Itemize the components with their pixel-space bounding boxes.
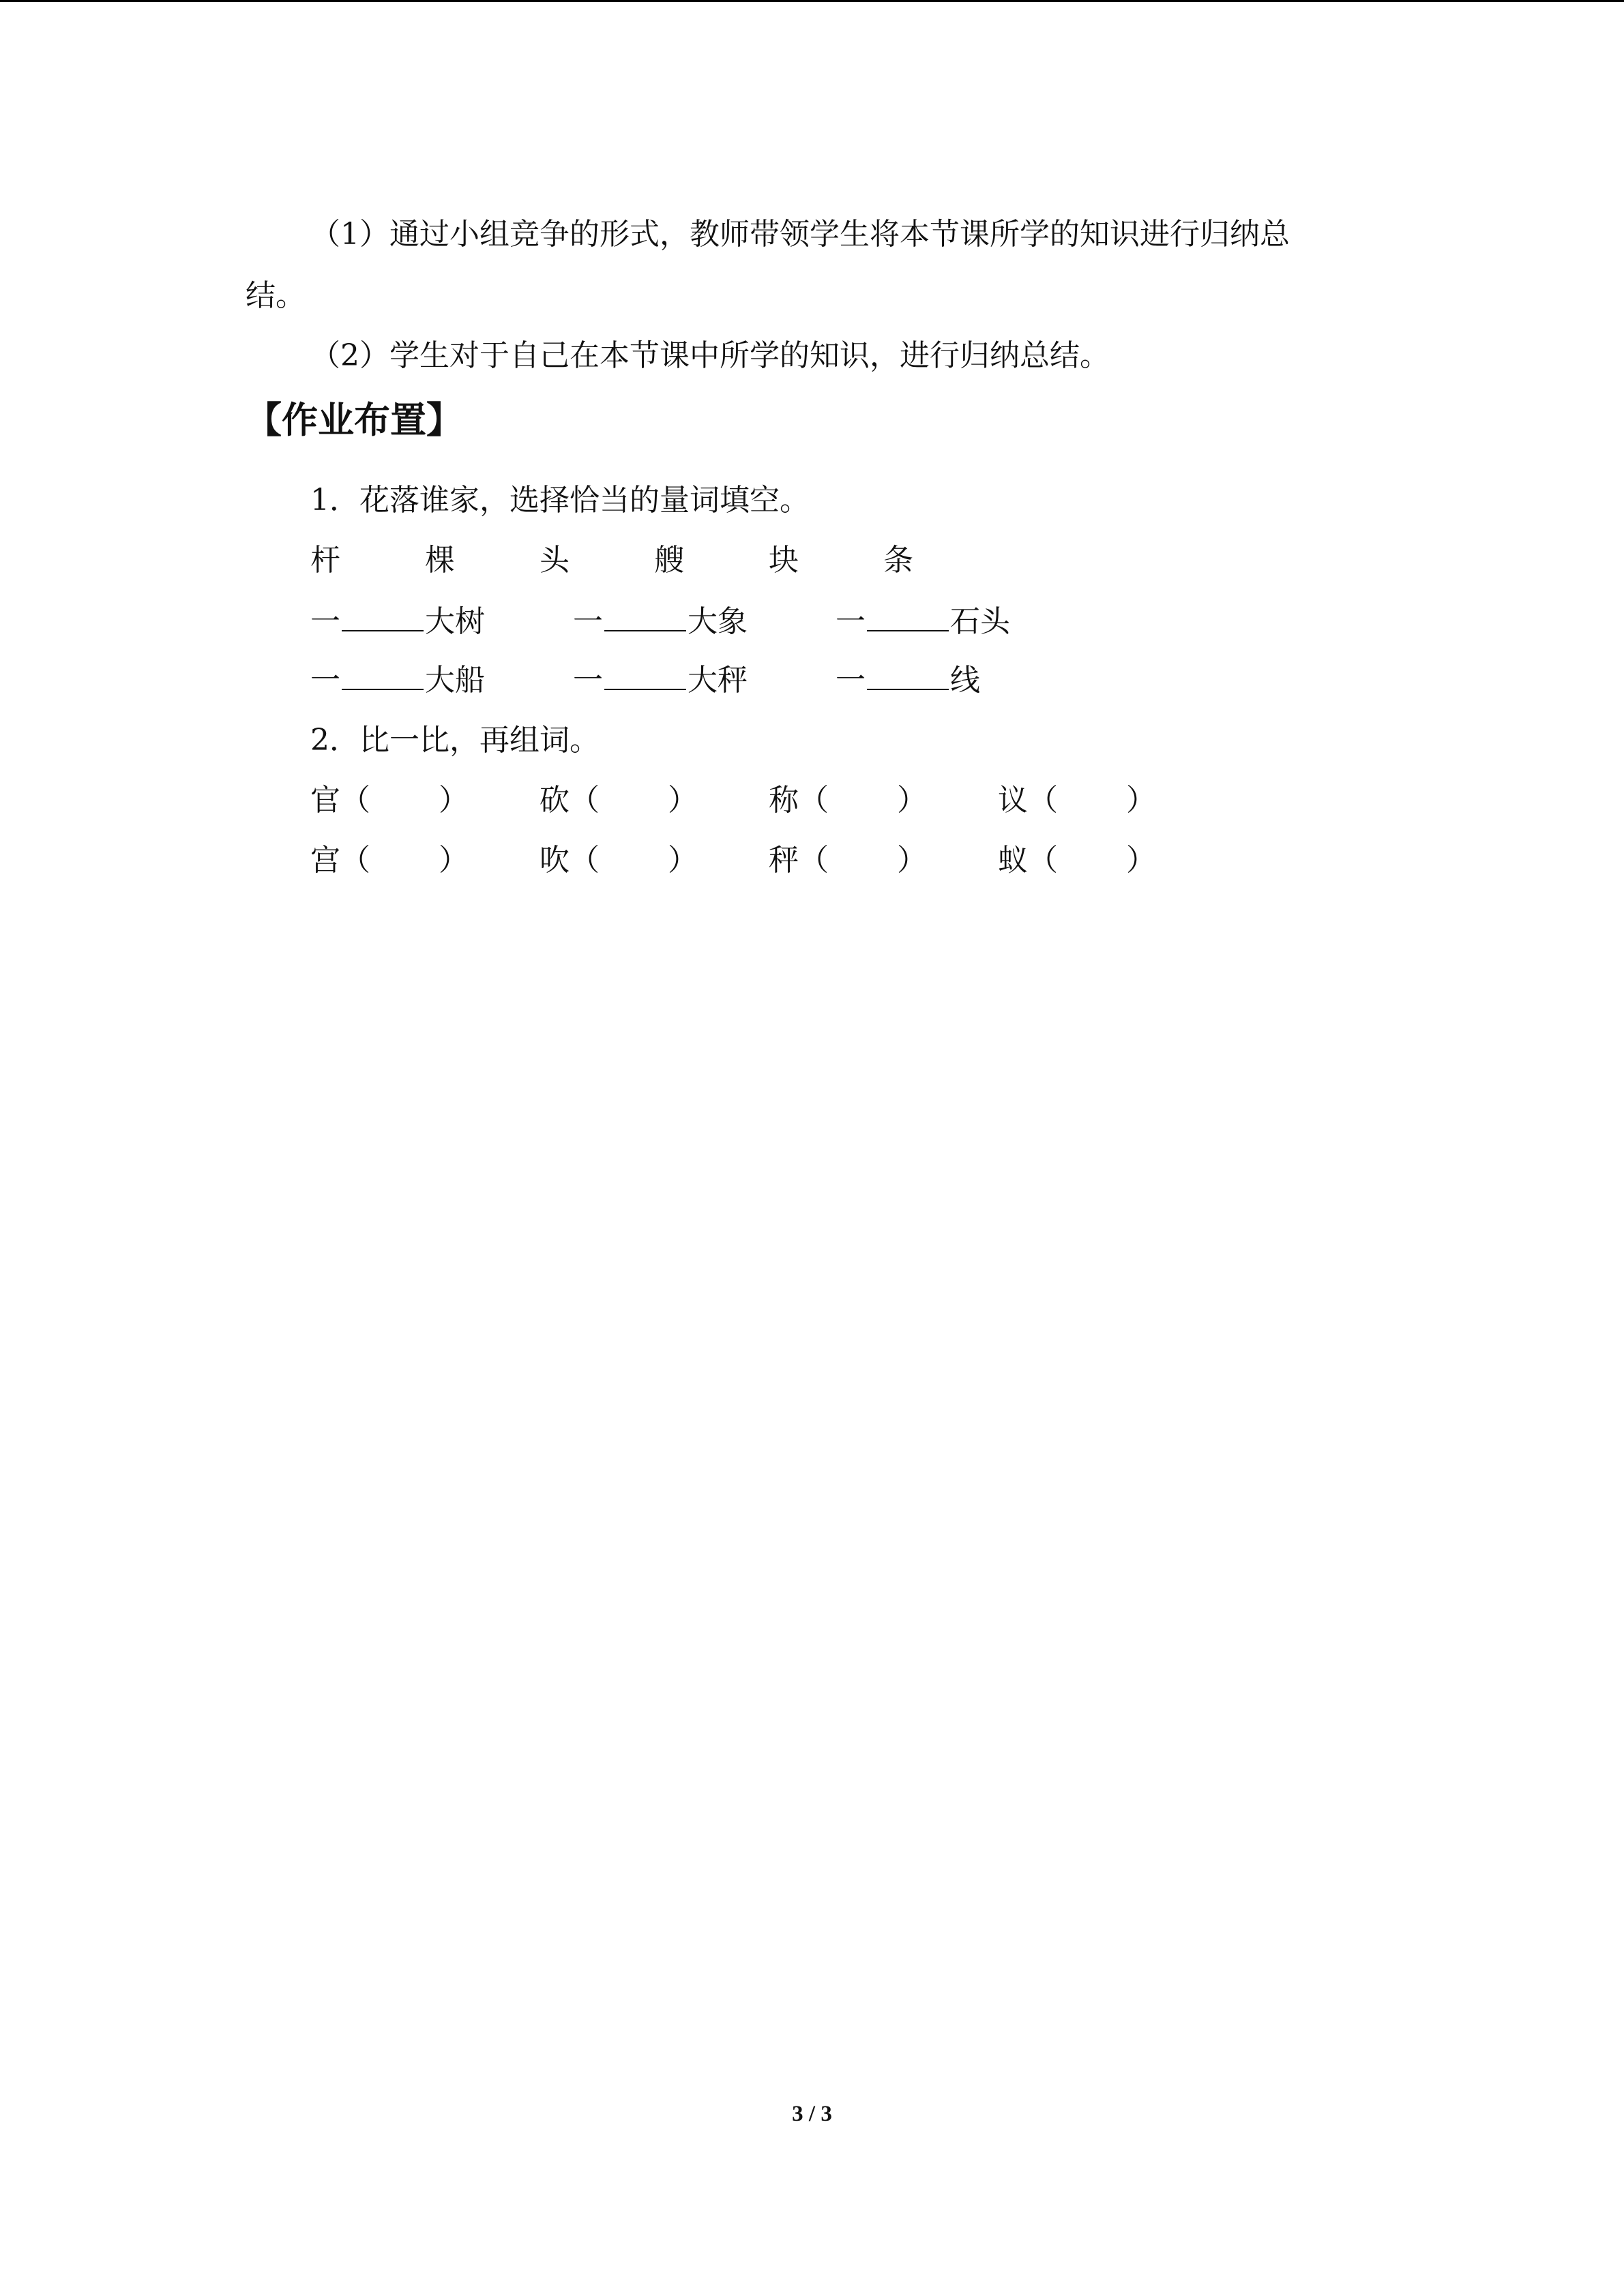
word-bank-item: 条 xyxy=(883,543,913,578)
summary-item-1-continuation: 结。 xyxy=(246,278,306,313)
word-bank-item: 艘 xyxy=(654,543,684,578)
question-2-prompt: 2．比一比，再组词。 xyxy=(310,723,600,758)
fill-in-item: 一 大船 xyxy=(310,660,485,701)
fill-in-item: 一 大树 xyxy=(310,601,485,642)
compare-item: 吹（ ） xyxy=(540,843,698,878)
answer-blank[interactable] xyxy=(604,660,686,690)
summary-item-2: （2）学生对于自己在本节课中所学的知识，进行归纳总结。 xyxy=(310,338,1110,373)
page-number: 3 / 3 xyxy=(792,2102,832,2126)
compare-item: 砍（ ） xyxy=(540,783,698,818)
fill-in-item: 一 石头 xyxy=(836,601,1010,642)
word-bank-item: 杆 xyxy=(310,543,340,578)
compare-item: 官（ ） xyxy=(310,783,469,818)
page-top-border xyxy=(0,0,1624,2)
word-bank-item: 棵 xyxy=(425,543,455,578)
answer-blank[interactable] xyxy=(604,601,686,631)
homework-heading: 【作业布置】 xyxy=(246,400,462,441)
fill-in-item: 一 大秤 xyxy=(573,660,748,701)
answer-blank[interactable] xyxy=(342,601,424,631)
summary-item-1: （1）通过小组竞争的形式，教师带领学生将本节课所学的知识进行归纳总 xyxy=(310,217,1290,252)
compare-item: 称（ ） xyxy=(769,783,927,818)
answer-blank[interactable] xyxy=(867,601,949,631)
answer-blank[interactable] xyxy=(867,660,949,690)
answer-blank[interactable] xyxy=(342,660,424,690)
question-1-prompt: 1．花落谁家，选择恰当的量词填空。 xyxy=(310,483,810,518)
compare-item: 议（ ） xyxy=(998,783,1156,818)
fill-in-item: 一 大象 xyxy=(573,601,748,642)
compare-item: 秤（ ） xyxy=(769,843,927,878)
word-bank-item: 块 xyxy=(769,543,799,578)
word-bank-item: 头 xyxy=(540,543,570,578)
compare-item: 宫（ ） xyxy=(310,843,469,878)
fill-in-item: 一 线 xyxy=(836,660,980,701)
compare-item: 蚁（ ） xyxy=(998,843,1156,878)
